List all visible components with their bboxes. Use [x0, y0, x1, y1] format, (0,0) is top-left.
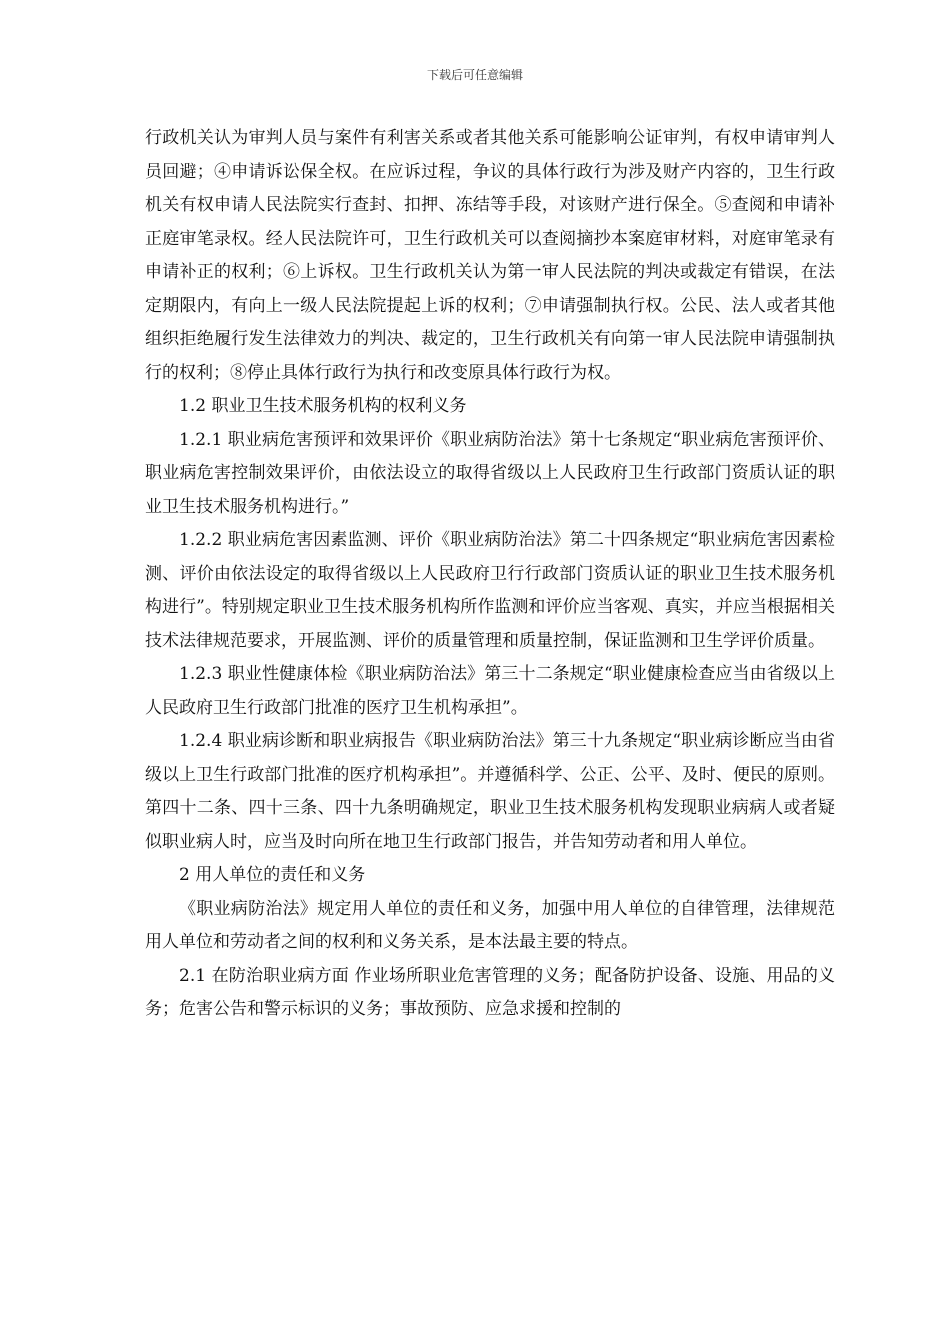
paragraph-1-2-3: 1.2.3 职业性健康体检《职业病防治法》第三十二条规定“职业健康检查应当由省级以上人民政府卫生行政部门批准的医疗卫生机构承担”。: [145, 664, 835, 718]
paragraph-2-intro: 《职业病防治法》规定用人单位的责任和义务，加强中用人单位的自律管理，法律规范用人单位和劳动者之间的权利和义务关系，是本法最主要的特点。: [145, 898, 835, 952]
paragraph-1-2-1: 1.2.1 职业病危害预评和效果评价《职业病防治法》第十七条规定“职业病危害预评价、职业病危害控制效果评价，由依法设立的取得省级以上人民政府卫生行政部门资质认证的职业卫生技术服务机构进行。”: [145, 429, 835, 517]
section-heading-1-2: 1.2 职业卫生技术服务机构的权利义务: [179, 396, 467, 416]
paragraph-1-2-2: 1.2.2 职业病危害因素监测、评价《职业病防治法》第二十四条规定“职业病危害因素检测、评价由依法设定的取得省级以上人民政府卫行行政部门资质认证的职业卫生技术服务机构进行”。特别规定职业卫生技术服务机构所作监测和评价应当客观、真实，并应当根据相关技术法律规范要求，开展监测、评价的质量管理和质量控制，保证监测和卫生学评价质量。: [145, 530, 835, 651]
paragraph-2-1: 2.1 在防治职业病方面 作业场所职业危害管理的义务；配备防护设备、设施、用品的义务；危害公告和警示标识的义务；事故预防、应急求援和控制的: [145, 965, 835, 1019]
section-heading-2: 2 用人单位的责任和义务: [179, 865, 366, 885]
paragraph-1-2-4: 1.2.4 职业病诊断和职业病报告《职业病防治法》第三十九条规定“职业病诊断应当由省级以上卫生行政部门批准的医疗机构承担”。并遵循科学、公正、公平、及时、便民的原则。第四十二条、四十三条、四十九条明确规定，职业卫生技术服务机构发现职业病病人或者疑似职业病人时，应当及时向所在地卫生行政部门报告，并告知劳动者和用人单位。: [145, 731, 835, 852]
document-body: [145, 122, 835, 1027]
paragraph-continued: 行政机关认为审判人员与案件有利害关系或者其他关系可能影响公证审判，有权申请审判人员回避；④申请诉讼保全权。在应诉过程，争议的具体行政行为涉及财产内容的，卫生行政机关有权申请人民法院实行查封、扣押、冻结等手段，对该财产进行保全。⑤查阅和申请补正庭审笔录权。经人民法院许可，卫生行政机关可以查阅摘抄本案庭审材料，对庭审笔录有申请补正的权利；⑥上诉权。卫生行政机关认为第一审人民法院的判决或裁定有错误，在法定期限内，有向上一级人民法院提起上诉的权利；⑦申请强制执行权。公民、法人或者其他组织拒绝履行发生法律效力的判决、裁定的，卫生行政机关有向第一审人民法院申请强制执行的权利；⑧停止具体行政行为执行和改变原具体行政行为权。: [145, 128, 835, 383]
page-header: 下载后可任意编辑: [426, 68, 523, 82]
